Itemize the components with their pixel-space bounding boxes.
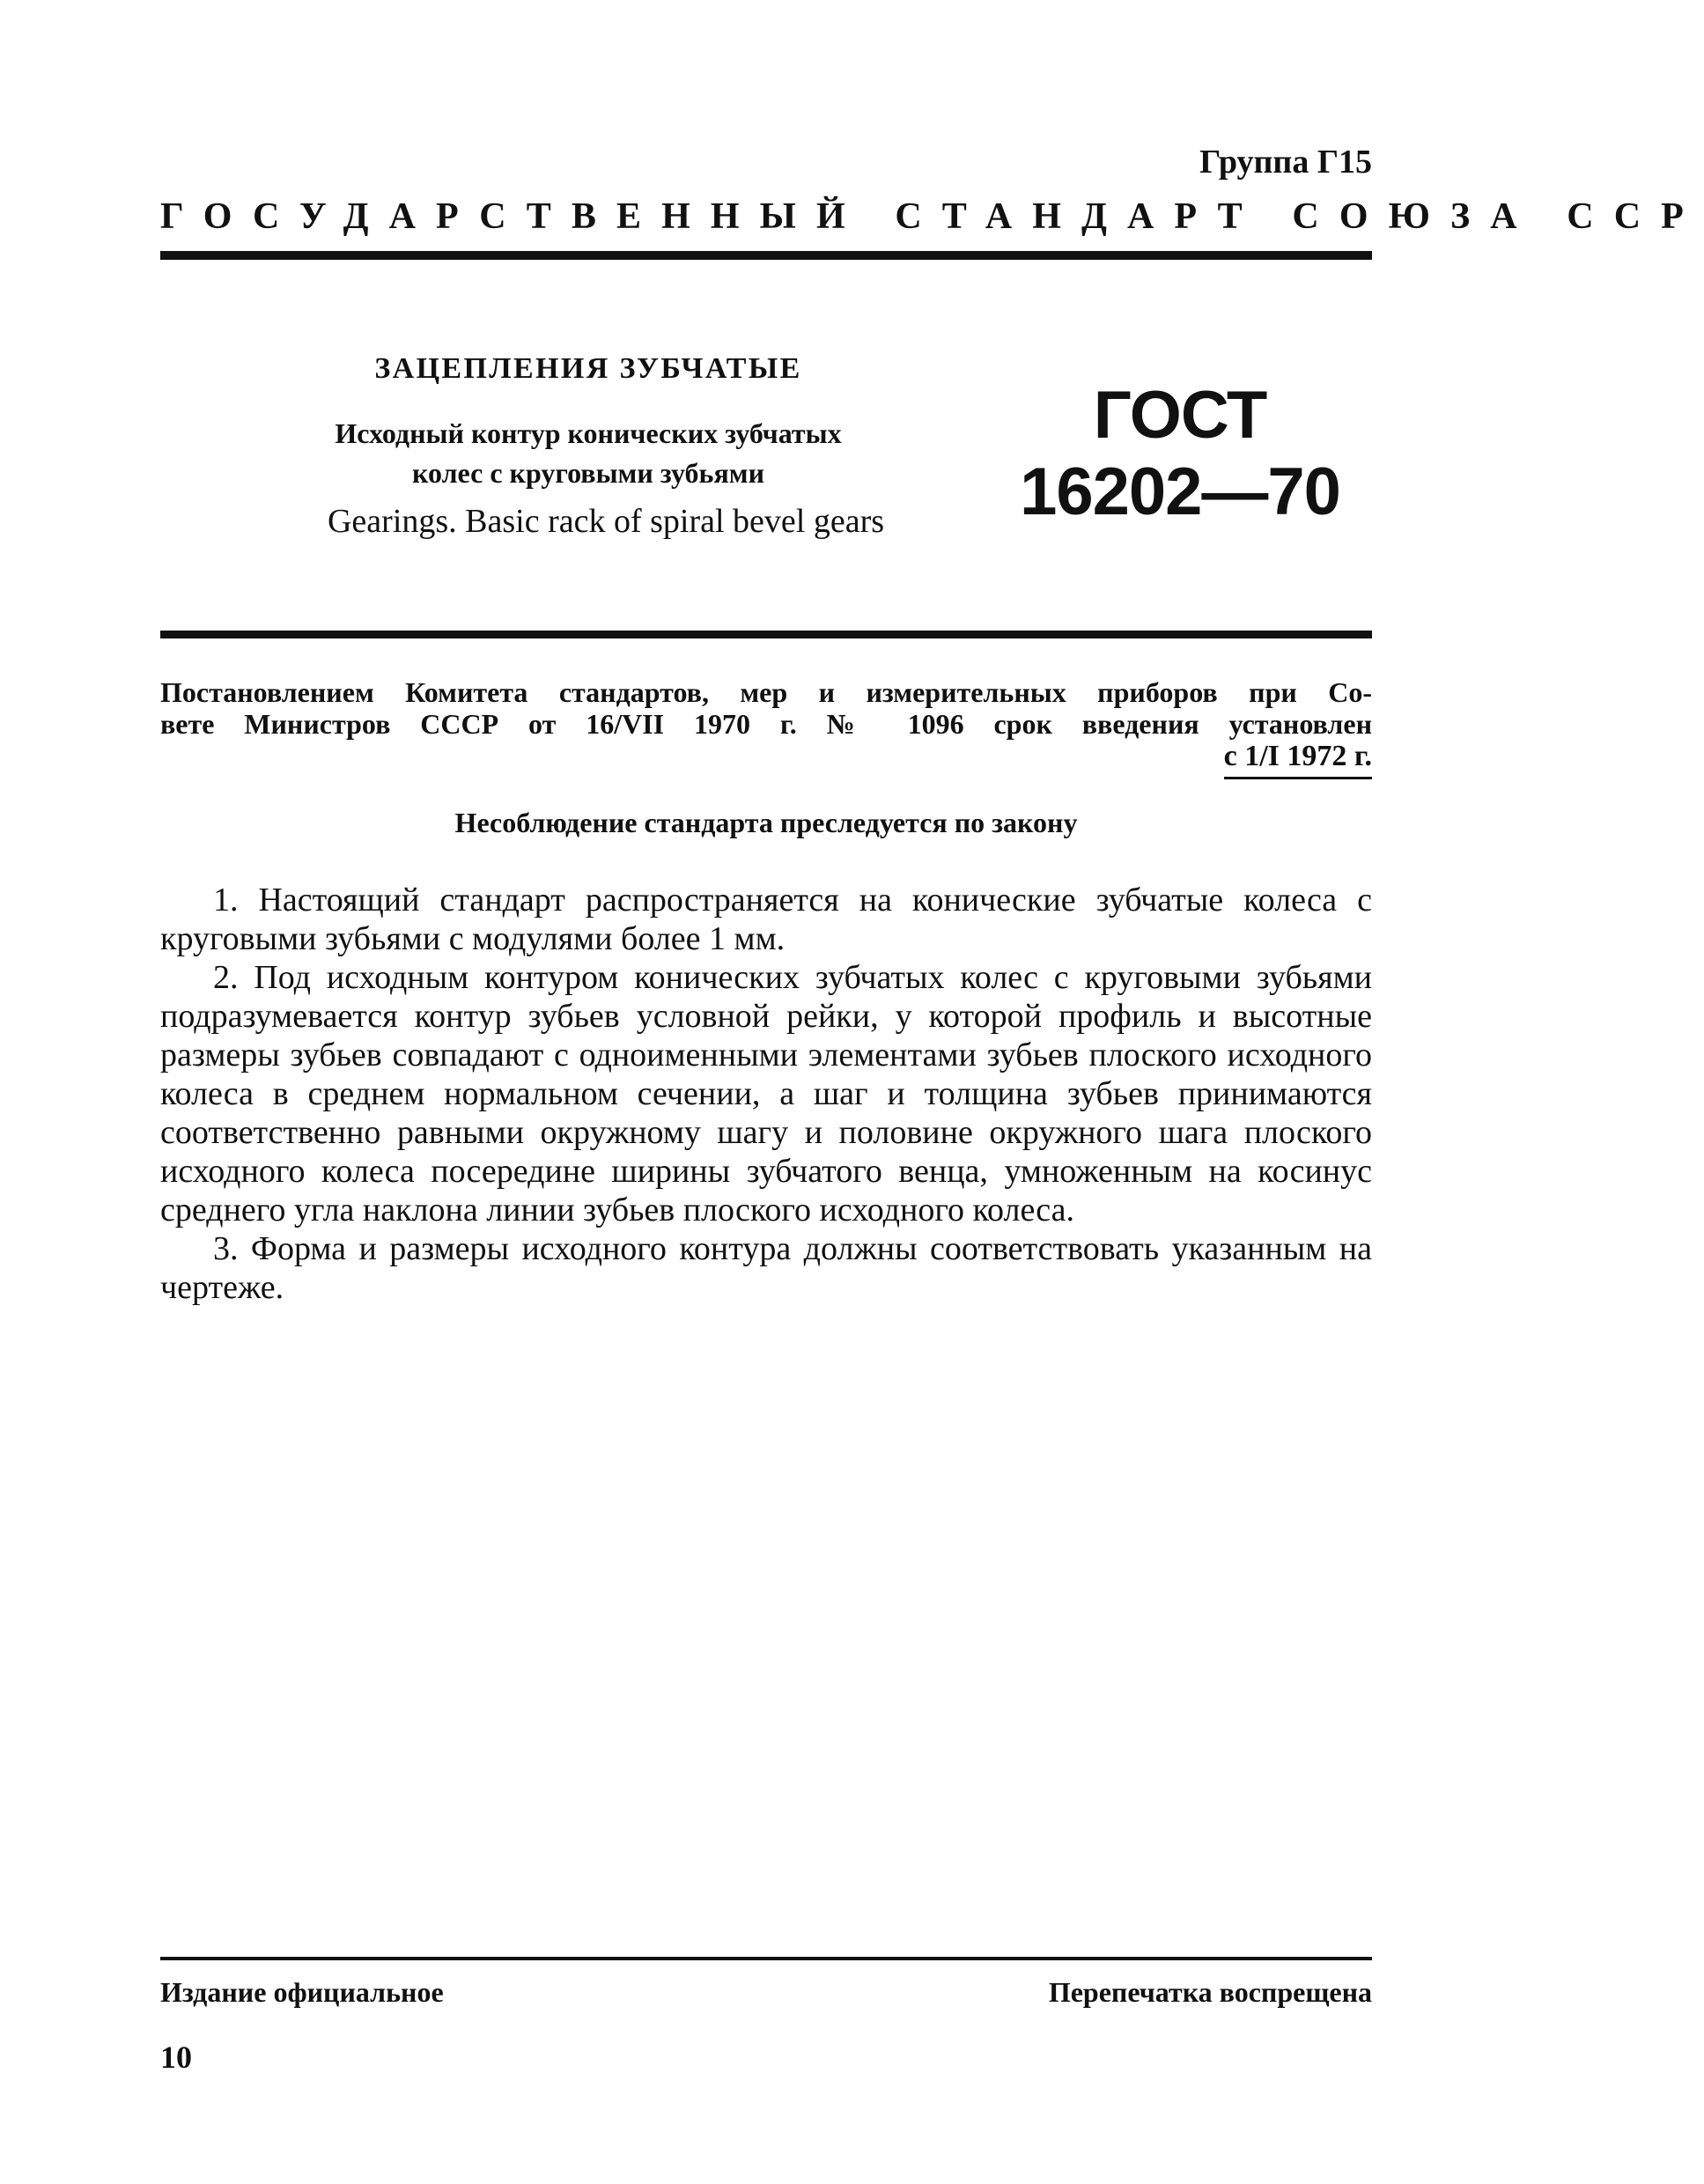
subtitle-line-2: колес с круговыми зубьями [411,457,765,489]
gost-designation [1013,379,1347,532]
effective-date: с 1/I 1972 г. [1224,740,1372,779]
paragraph-3: 3. Форма и размеры исходного контура должны соответствовать указанным на чертеже. [160,1230,1372,1306]
paragraph-1: 1. Настоящий стандарт распространяется на конические зубчатые колеса с круговыми зубьями с модулями более 1 мм. [160,882,1372,957]
top-divider [160,251,1372,260]
decree-line-1: Постановлением Комитета стандартов, мер и измерительных приборов при Со- [160,676,1372,708]
group-label: Группа Г15 [1199,144,1372,181]
middle-divider [160,631,1372,638]
reprint-prohibited-note: Перепечатка воспрещена [1048,1976,1372,2008]
decree-text [160,676,1372,740]
paragraph-2: 2. Под исходным контуром конических зубчатых колес с круговыми зубьями подразумевается контур зубьев условной рейки, у которой профиль и высотные размеры зубьев совпадают с одноименными элементами зубьев плоского исходного колеса в среднем нормальном сечении, а шаг и толщина зубьев принимаются соответственно равными окружному шагу и половине окружного шага плоского исходного колеса посередине ширины зубчатого венца, умноженным на косинус среднего угла наклона линии зубьев плоского исходного колеса. [160,959,1372,1228]
law-notice: Несоблюдение стандарта преследуется по закону [454,807,1078,838]
body-text [160,881,1372,1307]
document-subtitle [280,414,896,493]
official-edition-note: Издание официальное [160,1976,444,2008]
gost-label: ГОСТ [1093,378,1267,453]
english-title: Gearings. Basic rack of spiral bevel gears [327,503,885,540]
subtitle-line-1: Исходный контур конических зубчатых [335,417,842,449]
bottom-divider [160,1957,1372,1960]
gost-number: 16202—70 [1020,454,1340,529]
page-number: 10 [160,2040,192,2075]
decree-line-2: вете Министров СССР от 16/VII 1970 г. № 1096 срок введения установлен [160,708,1372,740]
state-standard-heading: ГОСУДАРСТВЕННЫЙ СТАНДАРТ СОЮЗА ССР [160,196,1704,237]
document-title: ЗАЦЕПЛЕНИЯ ЗУБЧАТЫЕ [374,352,802,385]
